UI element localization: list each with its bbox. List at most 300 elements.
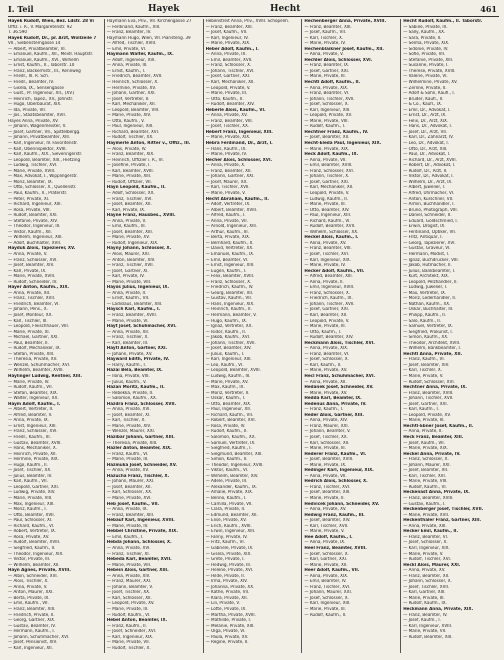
directory-entry: — Marie, Private, III. [304,446,346,452]
directory-entry: — Josef, Dr., Arzt, VII. [403,129,448,135]
directory-entry: — Emil, Private, VI. [106,46,147,52]
directory-entry: — Josef, Gärtner, XXI. [304,68,350,74]
directory-entry: — Anna, Private, IX. [205,52,247,58]
directory-entry: — Simon, Kaufm., XX. [403,335,449,341]
directory-entry: — Johann, Gärtner, XXI. [205,174,255,180]
directory-entry: — Johann, Privatbeamter, XIII. [8,135,71,141]
directory-entry-heading: Heck Franz, Beamter, XIII. [403,435,464,441]
directory-entry: — Marie, Private, III. [304,324,346,330]
directory-entry: — Josefine, Private, I. [106,163,151,169]
directory-entry: — Julius, Kaufm., I. [205,351,245,357]
directory-entry: — Karl, Private, IV. [106,274,145,280]
directory-entry: — Franz, Beamter, IX. [304,63,350,69]
directory-entry: — Leo, Dr., Advokat, I. [403,141,449,147]
directory-entry: — Josef, Maurer, XX. [205,179,248,185]
directory-entry: — Anna, Private, XVI. [106,407,151,413]
directory-entry: — Johann, Maurer, XXI. [304,590,352,596]
directory-entry: — Hugo, Kaufm., II. [8,462,48,468]
directory-entry-heading: Haysch Karl, Kaufm., I. [106,307,161,313]
directory-entry: — Franz, Beamter, XIII. [205,24,253,30]
directory-entry: — Marie, Private, XIX. [304,146,350,152]
directory-entry: — Anna, Private, III. [106,63,148,69]
directory-entry: — Sabine, Private, IX. [403,24,448,30]
directory-entry: — Albert, Vertreter, II. [8,407,54,413]
directory-entry: — Franz, Schlosser, XVI. [8,429,58,435]
directory-entry: — Johann, Tischler, XVI. [205,68,255,74]
directory-entry: — Josef, Pensionist, XIV. [8,640,58,646]
directory-entry: — Leopold, Private, V. [205,85,251,91]
directory-entry: — Ernst, Kaufm., VII. [106,296,150,302]
directory-entry: — Anna, Private, V. [8,584,48,590]
directory-entry-heading: Hechenberger Anna, Private, XVIII. [304,19,387,24]
directory-entry: — Friedr., Beamter, IV. [8,80,54,86]
directory-entry: — Georg, Tapezierer, XVI. [403,240,456,246]
directory-entry: — Johann, Private, XV. [106,351,153,357]
directory-entry: — Franz, Kaufm., VI. [403,357,445,363]
directory-entry: Hayes Anna, Private, XV. [8,118,59,124]
directory-entry: — Kurt, Architekt, XIX. [403,274,450,280]
directory-entry: — Rosa, Private, IV. [205,423,246,429]
directory-entry: — Karl, Schlosser, XII. [106,595,152,601]
directory-entry: — Franz, Beamter, IV. [106,30,152,36]
directory-entry: — Marie, Private, III. [403,595,445,601]
directory-entry: — Anna, Private, XII. [106,329,150,335]
directory-entry: — Klara, Private, XII. [205,595,248,601]
directory-entry: — Anna, Private, XII. [304,379,347,385]
directory-entry: — Marie, Private, VII. [403,629,447,635]
directory-entry: — Josef, Beamter, XIII. [304,490,351,496]
directory-entry: — Emil, Kaufm., I. [106,534,144,540]
directory-entry: — Marie, Private, IV. [8,379,50,385]
directory-entry: — Hans, Ingenieur, XIX. [205,301,255,307]
directory-entry: — Karl, Schlosser, XX. [106,490,153,496]
directory-entry: — Leopold, Pelzhändler, II. [403,279,458,285]
directory-entry: — Franz, Beamter, XVIII. [403,390,454,396]
directory-entry: — Otto, Beamter, XVII. [8,512,55,518]
directory-entry: — Marie, Private, XIX. [205,41,251,47]
directory-entry: — Richard, Dr., Arzt, XVIII. [403,157,457,163]
directory-entry: — Josef, Vertreter, II. [106,96,150,102]
directory-entry: — Anna, Private, XV. [304,240,347,246]
directory-entry: Hebenstreit Anna, Priv., XVIII. Schopenh. [205,19,290,24]
directory-entry: — Franz, Tischler, X. [106,335,149,341]
directory-entry-heading: Hechtl Anna, Private, XII. [403,351,463,357]
directory-entry: — Anna, Private, XV. [205,113,248,119]
directory-entry: — Viktor, Kaufm., VI. [205,468,249,474]
directory-entry-heading: Haytl Anton, Gärtner, XXI. [106,346,168,352]
directory-entry-heading: Haymerle Anton, Ritter v., Offiz., III. [106,141,191,147]
directory-entry: — Johann, Wagenmeister, V. [8,124,67,130]
directory-entry-heading: Hechtner Anna, Private, IX. [403,385,467,391]
directory-entry: — Adolf & Sohn, Kaufl., I. [403,91,455,97]
directory-entry: — Karl, Private, IX. [8,268,47,274]
directory-entry: — Therese, Private, XVIII. [403,68,456,74]
directory-entry: — Franz, Beamter, XVIII. [403,496,454,502]
directory-entry-heading: Haym Adolf, Kaufm., I. [8,401,61,407]
directory-entry-heading: Heberle Alois, Kaufm., VI. [205,107,266,113]
directory-entry-heading: Hayn Leopold, Kaufm., II. [106,185,166,191]
directory-entry: — Selma, Private, XIX. [403,41,450,47]
directory-entry: — Emil, Beamter, VI. [205,257,249,263]
directory-entry-heading: Hayt Josef, Schuhmacher, XVI. [106,324,177,330]
directory-entry: — Marie, Private, XV. [304,368,348,374]
directory-entry: — Karl, Kaufm., I. [403,407,439,413]
directory-entry: — Franz, Beamter, XIII. [8,606,56,612]
directory-entry: — Josef, Schlosser, X. [304,551,349,557]
directory-entry: — Oskar, Kaufm., I. [205,396,246,402]
directory-entry: — Max, Kaufm., IX. [205,385,245,391]
directory-entry: — Anna, Private, XV. [403,568,446,574]
directory-entry: — Josef, Tischler, XVII. [403,584,450,590]
directory-entry: — Otto, Schlosser, X., Quellenstr. [8,185,77,191]
directory-entry: — Karl, Schlosser, XII. [304,440,350,446]
directory-entry-heading: Hayek Rudolf, Wien, Bez. Ldstr. 28 Vi [8,19,94,24]
directory-entry: — Marie, Private, XI. [8,329,50,335]
directory-entry: — Anna, Private, II. [304,279,344,285]
directory-entry: — Arnold, Ingenieur, XIII. [205,224,258,230]
directory-entry: — Franz, Kaufm., II. [106,623,147,629]
directory-entry-heading: Hazibar Johann, Gärtner, XIII. [106,435,175,441]
directory-entry: — Gustav, Beamter, XVIII. [8,440,62,446]
directory-entry: — Rudolf, Beamter, XIV. [205,102,255,108]
directory-entry: — Theresia, Private, XIII. [106,440,158,446]
directory-entry: — Emil, Kaufm., VII. [8,601,49,607]
directory-entry: — Karl, Tischler, XVII. [304,523,349,529]
directory-entry: — Anna, Private, XIX. [304,85,349,91]
directory-entry: — Zerline, Private, II. [403,85,447,91]
directory-entry: — Rudolf, Kaufm., I. [304,124,346,130]
directory-entry: — Martha, Private, XVIII. [205,612,256,618]
directory-entry-heading: Heckenthaler Franz, Gärtner, XIII. [403,518,482,524]
directory-entry: — Siegmund, Beamter, XIII. [205,451,263,457]
directory-entry: — Ida, Private, VII. [8,107,47,113]
directory-entry: — Ernst, Kaufm., I. [106,68,146,74]
directory-entry: — Hermann, Beamter, V. [205,312,257,318]
directory-entry: — Franz, Beamter, VIII. [205,118,253,124]
directory-entry: — Marie, Private, II. [304,496,345,502]
directory-entry: — Karl, Ingenieur, XIII. [205,357,252,363]
directory-entry: — Karl, Ingenieur, XIX. [403,545,450,551]
directory-entry: — Heinrich, Tapez., XV., Johnstr. [8,96,74,102]
directory-entry: — Fritz, Antiquar, I. [403,235,443,241]
directory-entry: — Julius, Bankbeamter, I. [403,268,456,274]
directory-entry: — Friedr., III. R. Sch. [8,74,50,80]
directory-entry: — Jakob, Hutmacher, II. [403,263,452,269]
directory-entry: — Fanny, Private, IV. [205,534,248,540]
directory-entry: — Marie, Private, VII. [106,640,150,646]
directory-entry: — Josef, Tischler, XX. [8,468,52,474]
directory-entry: Haymann Hugo, Wien, VII. Piaristeng. 39 [106,35,191,41]
directory-entry: VII., Siebensterngasse 14 [8,41,61,47]
directory-entry: — Paula, Private, XV. [205,634,249,640]
directory-entry-heading: Heckel Alois, Kaufm., I. [304,235,359,241]
directory-entry: — Wilhelm, Bankbeamter, I. [403,346,462,352]
directory-entry: — Karl, Mechaniker, XII. [304,185,354,191]
directory-entry: — Marie, Private, XIX. [403,446,448,452]
directory-entry: — Franz, Tischler, XVII. [106,263,154,269]
directory-entry: — Franz, Maurer, XXI. [304,423,349,429]
directory-entry: — Anton, Maurer, XXI. [8,590,54,596]
directory-entry: — Mathilde, Private, I. [205,618,252,624]
directory-entry: — Friedrich, Kaufm., IV. [205,285,254,291]
directory-entry: — Rudolf, Ingenieur, XIX. [106,240,159,246]
directory-entry: — Wilhelm, Schlosser, XX. [304,229,359,235]
directory-entry: — Emil, Dr., Advokat, I. [403,107,451,113]
directory-entry-heading: Hayós Julius, Ingenieur, IX. [106,285,170,291]
directory-entry-heading: Hayek Rudolf, Dr., pr. Arzt, Wöllzeile 7 [8,35,97,41]
directory-entry: — Nathan, Kaufm., XX. [403,301,451,307]
directory-entry: — Walter, Ingenieur, XX. [8,396,59,402]
directory-entry-heading: Heber Adolf, Kaufm., I. [205,46,259,52]
directory-entry: — Harry, Kaufm., I. [106,362,146,368]
directory-entry: — Grete, Private, I. [205,557,245,563]
directory-entry: — Sofie, Private, VII. [403,52,446,58]
directory-entry: — Anton, Beamter, XIV. [106,257,156,263]
directory-entry: — Karl, Ingenieur, XIX. [106,634,154,640]
directory-entry-heading: Hecker Emil, Kaufm., II. [403,529,459,535]
directory-entry: — Rudolf, Tischler, XX. [106,135,154,141]
directory-entry: — Moriz, Lederhändler, II. [403,296,457,302]
directory-entry-heading: Hedvicek Johann, Schneider, XV. [304,501,380,507]
directory-entry-heading: Hazai Béla, Beamter, IX. [106,368,163,374]
directory-entry: — Ernst, Ingenieur, XIII. [205,263,255,269]
directory-entry: — Anna, Private, II. [403,429,443,435]
directory-entry: — Karl, Ingenieur, XVIII. [403,623,453,629]
directory-entry: — Franz, Kaufm., I. [304,407,344,413]
directory-entry: — Johann, Gärtner, XXI. [106,91,156,97]
directory-entry: — Marie, Private, III. [106,606,149,612]
directory-entry: — Paul, Ingenieur, XII. [205,407,252,413]
directory-entry: — Josef, Kaufm., VII. [205,30,248,36]
directory-entry: — Salomon, Kaufm., XX. [205,435,256,441]
directory-entry: — Marie, Private, XIX. [205,135,251,141]
directory-entry: — Karl, Kaufm., XIX., Sieveringerstr. [8,152,83,158]
directory-entry: — Marie, Private, IX. [304,462,347,468]
directory-entry-heading: Hechenblaikner Josef, Kaufm., XII. [304,46,384,52]
directory-entry: — Eduard, Goldschmied, I. [403,218,458,224]
directory-entry: — Josef, Beamter, XII. [304,135,350,141]
directory-entry: — Johann, Tischler, XVII. [304,96,355,102]
directory-entry-heading: Hedwig Franz, Kaufm., III. [304,512,365,518]
directory-entry: — Jos., Staatsbeamter, XVII. [8,113,66,119]
directory-entry: — Anna, Private, V. [304,52,344,58]
directory-entry-heading: Hecker Adolf, Kaufm., VII. [304,268,365,274]
directory-entry: — Otto, Kaufm., V. [106,118,145,124]
directory-entry: — Ignaz, Buchdrucker, VIII. [403,257,459,263]
directory-entry: — Josef, Beamter, XIV. [205,346,252,352]
directory-entry: — Anna, Private, XV. [304,507,347,513]
directory-entry: — Wenzel, Schuhmacher, XVI. [8,362,71,368]
page-number: 461 [480,4,497,14]
directory-entry: — Franz, Beamter, IV. [403,612,448,618]
directory-entry: — Johann, Maurer, XXI. [106,479,155,485]
directory-entry: — Marie, Private, IV. [205,152,247,158]
directory-entry: — Alfred, Kaufm., I. [205,213,246,219]
directory-entry: — Otto, Beamter, XIX. [205,401,252,407]
directory-entry: — Anna, Private, XV. [106,468,149,474]
directory-entry: — Brüder, Kaufl., II. [403,96,444,102]
directory-entry: — Hermann, Modist, I. [403,251,450,257]
directory-entry: — Karl, Tischler, X. [304,35,344,41]
directory-entry: — Karl, Ingenieur, XII. [8,645,53,651]
directory-entry-heading: Hederer Franz, Kaufm., VI. [304,451,367,457]
directory-entry: — Otto, Dr., Arzt, XIII. [403,146,448,152]
running-header [8,3,499,15]
directory-entry: — Josef, Kaufm., VII. [304,30,347,36]
directory-entry: — David, Vertreter, XX. [205,246,254,252]
directory-entry-heading: Hebda Johann, Schlosser, X. [106,540,172,546]
directory-entry: — Franz, Beamter, XVIII. [106,312,157,318]
directory-entry: — Franz, Tischler, XVI. [106,196,153,202]
directory-entry: — Anna, Private, VII. [304,157,347,163]
directory-entry-heading: Hechtner Franz, Kaufm., IV. [304,129,369,135]
directory-entry: — Johann, Schlosser, X. [403,579,452,585]
directory-entry: — Helene, Private, XVI. [205,568,254,574]
directory-entry: — Johann, Maurer, XXI. [403,462,451,468]
directory-entry: — Leopold, Private, V. [304,190,350,196]
directory-entry: — Anton, Kürschner, VII. [403,196,454,202]
directory-entry: — Paul, Kaufm., II., Praterstr. [8,190,68,196]
directory-entry: — Marie, Private, XVIII. [8,274,56,280]
directory-entry-heading: Hedda Karl, Beamter, IX. [304,396,362,402]
directory-entry: — Gabriele, Private, IX. [205,545,254,551]
directory-entry: — Marie, Private, XV. [205,379,249,385]
directory-entry-heading: Hebein Alois, Gärtner, XIII. [106,568,169,574]
directory-entry: — Benno, Kaufm., I. [205,496,247,502]
directory-entry-heading: Hayne Franz, Hausbes., XVIII. [106,213,176,219]
directory-entry: — Josef, Beamter, XII. [403,468,449,474]
directory-entry: — Erich, Kaufm., XVIII. [205,523,252,529]
directory-entry: — Berta, Private, XIX. [205,235,251,241]
directory-entry: — Ferdinand, Kaufm., XIII. [106,24,161,30]
directory-entry: — Peter, Private, XI. [8,196,50,202]
directory-entry: — Käthe, Private, VII. [205,590,250,596]
directory-entry-heading: Hayn Agnes, Private, XVIII. [8,568,71,574]
directory-entry: — Josef, Tischler, XX. [205,124,250,130]
directory-entry: — Leopold, Gärtner, XXI. [8,484,60,490]
directory-entry: — Emil, Beamter, XVIII. [304,163,353,169]
directory-entry: — Albert, Juwelier, I. [403,185,446,191]
directory-entry: — Hugo, Oberbaurat, XIX. [8,102,62,108]
directory-entry: — Karl, Gärtner, XXI. [304,557,348,563]
directory-entry: — Theodor, Ingenieur, XIX. [8,551,64,557]
directory-entry: — Josef, Tischler, XVI. [304,251,350,257]
directory-entry-heading: Hebra Ferdinand, Dr., Arzt, I. [205,141,273,147]
directory-entry: — Franz, Tischler, XVI. [304,584,351,590]
directory-entry-heading: Heckenast Anna, Private, IX. [403,490,470,496]
directory-entry: — Georg, Gärtner, XIX. [8,618,56,624]
directory-entry: — Paul, Ingenieur, XIII. [106,124,154,130]
directory-entry-heading: Heckmann Alois, Tischler, XVI. [304,340,375,346]
directory-entry: — Franz, Bäckermstr., III., Rennweg [8,68,81,74]
directory-entry-heading: Hedenus Anna, Private, IV. [304,401,367,407]
directory-entry: — Albin, Schneider, XVI. [8,573,58,579]
directory-entry: — Marie, Private, XVI. [106,496,152,502]
directory-entry: — Johanna, Private, XX. [205,584,255,590]
directory-entry: — Erwin, Ingenieur, XIII. [205,529,256,535]
directory-entry: — Rudolf, Beamter, XIII. [403,634,453,640]
guide-word-last: Hecht [270,4,301,14]
directory-entry: — Karl, Kaufm., VII. [8,479,48,485]
directory-entry: — Siegfried, Kaufm., II. [8,545,56,551]
directory-entry: — Salomon, Kaufm., XX. [106,396,158,402]
directory-entry: — Franz, Beamter, VI. [304,351,350,357]
directory-entry: — Hans, Kaufm., IX. [205,146,247,152]
directory-entry: — Karl, Beamter, XII. [304,312,348,318]
directory-entry: — Franz, Beamter, XIII. [304,24,352,30]
directory-entry: — Johann, Tischler, XVII. [403,396,454,402]
directory-entry: — Susanne, Private, I. [403,63,449,69]
directory-entry: — Salo, Kaufm., II. [403,318,442,324]
directory-entry-heading: Hecht Abraham, Kaufm., II. [205,196,269,202]
directory-entry-heading: Haylinger Ludwig, Rentner, XIII. [8,374,82,379]
directory-column [400,19,499,653]
directory-entry: — Moriz, Beamter, IX. [8,179,53,185]
directory-entry: — Friedrich, Beamter, XVII. [106,74,163,80]
directory-entry: — & Co., Kaufl., IX. [403,102,443,108]
directory-entry: — Otto, Kaufm., II. [205,96,244,102]
directory-entry: — Josef, Gärtner, VII., Spittelbergg. [8,129,81,135]
directory-entry: — Josef, Beamter, XIV. [8,263,54,269]
directory-entry: — Siegfried, Kaufm., I. [205,446,252,452]
directory-entry: — Ferdinand, Optiker, VII. [403,229,457,235]
directory-entry: — Karl, Ingenieur, IV. [205,35,249,41]
directory-entry: — Emanuel, Kaufm., XVI., Wilhelm [8,57,79,63]
directory-entry: — Max, Vertreter, IX. [403,290,447,296]
directory-entry: — Heinrich, Offizier i. R., VI. [106,157,164,163]
directory-entry: — Gisela, IX., Sensengasse [8,85,64,91]
directory-entry: — Anna, Private, V. [106,218,147,224]
directory-entry-heading: Heck Adolf, Kaufm., IX. [304,152,359,158]
directory-entry-heading: Hecht Rudolf, Kaufm., II. Taborstr. [403,19,483,24]
directory-entry: — Marie, Private, V. [403,551,444,557]
directory-entry: — Josef, Schlosser, X. [304,357,349,363]
directory-entry: — Alois, Maurer, XXI. [106,251,151,257]
directory-entry: — Franz, Beamter, VI. [403,534,449,540]
directory-entry-heading: Hayny Johann, Schlosser, X. [106,246,172,252]
directory-entry: — Emanuel, Kaufm., XII., Meidl. Hauptstr. [8,52,94,58]
directory-entry: — Heinrich, Kaufm., II. [205,307,252,313]
directory-entry: — Friedrich, Private, II. [8,612,55,618]
directory-entry: — Anna, Private, V. [8,251,48,257]
directory-entry: — Franz, Schlosser, X. [205,63,252,69]
directory-entry: — Gisela, Private, XIX. [205,551,252,557]
directory-entry-heading: Hedanek Josef, Schneider, XV. [304,385,374,391]
directory-entry: — Marie, Private, III. [403,418,445,424]
directory-entry: — Marie, Private, III. [304,202,346,208]
directory-entry: — Paul, Dr., Advokat, I. [403,152,451,158]
directory-entry: — Marie, Private, XIII. [106,174,152,180]
directory-entry: — Rudolf, Kaufm., VI. [106,612,151,618]
directory-entry-heading: Hazan Moritz, Kaufm., II. [106,385,165,391]
directory-entry: — Marie, Private, XIV. [106,423,151,429]
directory-entry: — Marie, Private, III. [304,606,346,612]
directory-entry: — Erwin, Drogist, IX. [403,224,446,230]
directory-entry: — Albert, Privatbeamter, VI. [8,46,66,52]
directory-entry-heading: Hebeda Karl, Beamter, XVII. [106,557,172,563]
directory-entry: — Isidor, Kaufm., II. [205,329,246,335]
directory-entry: — Leopold, Private, XV. [403,412,451,418]
directory-entry: — Viktor, Kaufm., XII. [8,229,52,235]
directory-entry: — Josef, Beamter, XIV. [403,362,450,368]
directory-entry: — Rudolf, Kaufm., VII. [8,385,53,391]
directory-entry: — Rudolf, Dr., Arzt, II. [403,168,448,174]
directory-entry: — Marie, Private, III. [106,457,149,463]
directory-entry: — Anna, Private, X. [205,163,246,169]
directory-entry-heading: Hazler Anton, Beamter, XIX. [106,446,172,452]
directory-entry-heading: Heder Alois, Gärtner, XIII. [304,412,364,418]
directory-entry: — Rudolf, Kaufm., VI. [403,484,447,490]
